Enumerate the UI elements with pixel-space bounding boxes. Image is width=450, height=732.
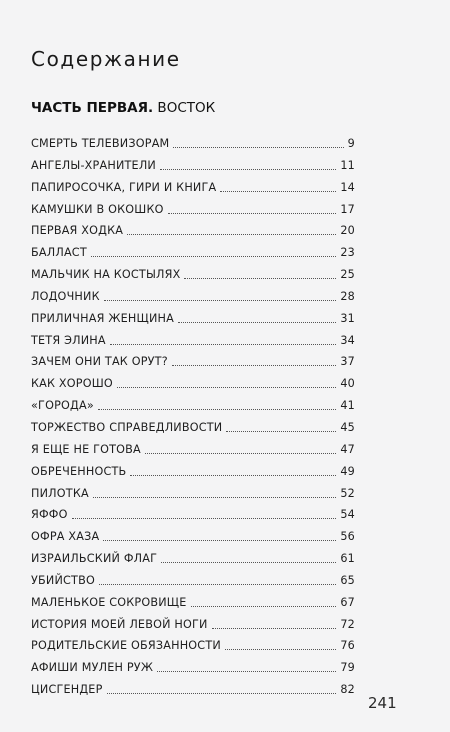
part-heading	[31, 100, 215, 116]
toc-entry	[31, 501, 355, 522]
dot-leader	[103, 540, 336, 541]
toc-entry-page: 61	[340, 552, 355, 566]
toc-entry	[31, 458, 355, 479]
toc-entry	[31, 370, 355, 391]
dot-leader	[226, 431, 336, 432]
table-of-contents	[31, 130, 355, 697]
toc-entry-page: 67	[340, 595, 355, 609]
toc-entry	[31, 567, 355, 588]
toc-entry-title: Я ЕЩЕ НЕ ГОТОВА	[31, 442, 141, 456]
toc-entry-page: 28	[340, 289, 355, 303]
toc-entry	[31, 676, 355, 697]
toc-entry-title: БАЛЛАСТ	[31, 246, 87, 260]
toc-entry	[31, 305, 355, 326]
toc-entry-page: 47	[340, 442, 355, 456]
part-heading-name: ВОСТОК	[153, 100, 216, 116]
toc-entry	[31, 480, 355, 501]
dot-leader	[212, 628, 337, 629]
toc-entry-title: ПИЛОТКА	[31, 486, 89, 500]
toc-entry	[31, 414, 355, 435]
toc-entry-title: МАЛЕНЬКОЕ СОКРОВИЩЕ	[31, 595, 187, 609]
toc-entry-title: ЗАЧЕМ ОНИ ТАК ОРУТ?	[31, 355, 168, 369]
toc-entry-title: СМЕРТЬ ТЕЛЕВИЗОРАМ	[31, 137, 170, 150]
toc-entry-title: ПАПИРОСОЧКА, ГИРИ И КНИГА	[31, 180, 217, 194]
dot-leader	[93, 497, 337, 498]
dot-leader	[220, 191, 336, 192]
toc-entry	[31, 261, 355, 282]
dot-leader	[168, 213, 337, 214]
dot-leader	[145, 453, 336, 454]
dot-leader	[117, 387, 336, 388]
dot-leader	[184, 278, 336, 279]
toc-entry-page: 79	[340, 661, 355, 675]
toc-entry	[31, 196, 355, 217]
toc-entry-title: УБИЙСТВО	[31, 573, 95, 587]
toc-entry-page: 45	[340, 420, 355, 434]
toc-entry	[31, 152, 355, 173]
part-heading-number: ЧАСТЬ ПЕРВАЯ.	[31, 100, 154, 116]
toc-entry-page: 49	[340, 464, 355, 478]
toc-entry	[31, 327, 355, 348]
toc-entry-page: 14	[340, 180, 355, 194]
toc-entry-page: 23	[340, 246, 355, 260]
toc-entry-page: 34	[340, 333, 355, 347]
toc-entry	[31, 523, 355, 544]
toc-entry	[31, 174, 355, 195]
toc-entry-page: 52	[340, 486, 355, 500]
toc-entry	[31, 545, 355, 566]
toc-entry-title: ИЗРАИЛЬСКИЙ ФЛАГ	[31, 552, 158, 566]
dot-leader	[157, 671, 336, 672]
toc-entry	[31, 348, 355, 369]
page-number: 241	[368, 694, 397, 712]
toc-entry-page: 40	[340, 377, 355, 391]
toc-entry	[31, 632, 355, 653]
dot-leader	[160, 169, 336, 170]
toc-entry-page: 37	[340, 355, 355, 369]
toc-entry	[31, 130, 355, 151]
dot-leader	[172, 365, 337, 366]
dot-leader	[98, 409, 336, 410]
toc-entry-page: 82	[340, 683, 355, 697]
toc-entry-page: 31	[340, 311, 355, 325]
toc-entry	[31, 283, 355, 304]
toc-entry-page: 65	[340, 573, 355, 587]
toc-entry	[31, 611, 355, 632]
toc-entry	[31, 217, 355, 238]
toc-entry-page: 11	[340, 158, 355, 172]
toc-entry	[31, 654, 355, 675]
toc-entry-title: КАМУШКИ В ОКОШКО	[31, 202, 164, 216]
toc-entry-title: ИСТОРИЯ МОЕЙ ЛЕВОЙ НОГИ	[31, 617, 208, 631]
toc-entry-page: 72	[340, 617, 355, 631]
toc-entry-title: МАЛЬЧИК НА КОСТЫЛЯХ	[31, 268, 181, 282]
toc-entry-title: АФИШИ МУЛЕН РУЖ	[31, 661, 154, 675]
dot-leader	[191, 606, 337, 607]
dot-leader	[72, 518, 337, 519]
toc-entry-title: ЯФФО	[31, 508, 68, 522]
toc-entry-title: ПЕРВАЯ ХОДКА	[31, 224, 124, 238]
toc-entry-page: 20	[340, 224, 355, 238]
dot-leader	[130, 475, 336, 476]
dot-leader	[161, 562, 336, 563]
dot-leader	[225, 649, 336, 650]
toc-entry-title: АНГЕЛЫ-ХРАНИТЕЛИ	[31, 158, 157, 172]
toc-entry-page: 56	[340, 530, 355, 544]
dot-leader	[110, 344, 337, 345]
toc-entry-title: «ГОРОДА»	[31, 399, 94, 413]
toc-entry-page: 54	[340, 508, 355, 522]
dot-leader	[178, 322, 336, 323]
toc-entry	[31, 239, 355, 260]
toc-entry-title: ЛОДОЧНИК	[31, 289, 100, 303]
dot-leader	[127, 234, 336, 235]
dot-leader	[107, 693, 337, 694]
toc-entry-title: РОДИТЕЛЬСКИЕ ОБЯЗАННОСТИ	[31, 639, 221, 653]
page-title: Содержание	[31, 47, 181, 71]
toc-entry	[31, 392, 355, 413]
toc-entry-page: 41	[340, 399, 355, 413]
toc-entry-title: ПРИЛИЧНАЯ ЖЕНЩИНА	[31, 311, 174, 325]
dot-leader	[99, 584, 336, 585]
toc-entry-title: КАК ХОРОШО	[31, 377, 113, 391]
dot-leader	[173, 147, 343, 148]
toc-entry-title: ОФРА ХАЗА	[31, 530, 100, 544]
toc-entry-title: ТЕТЯ ЭЛИНА	[31, 333, 106, 347]
toc-entry-page: 76	[340, 639, 355, 653]
toc-entry-page: 25	[340, 268, 355, 282]
toc-entry-page: 9	[347, 137, 355, 150]
dot-leader	[104, 300, 337, 301]
toc-entry	[31, 589, 355, 610]
toc-entry-title: ТОРЖЕСТВО СПРАВЕДЛИВОСТИ	[31, 420, 223, 434]
dot-leader	[91, 256, 337, 257]
toc-entry-page: 17	[340, 202, 355, 216]
toc-entry-title: ЦИСГЕНДЕР	[31, 683, 103, 697]
toc-entry	[31, 436, 355, 457]
toc-entry-title: ОБРЕЧЕННОСТЬ	[31, 464, 127, 478]
